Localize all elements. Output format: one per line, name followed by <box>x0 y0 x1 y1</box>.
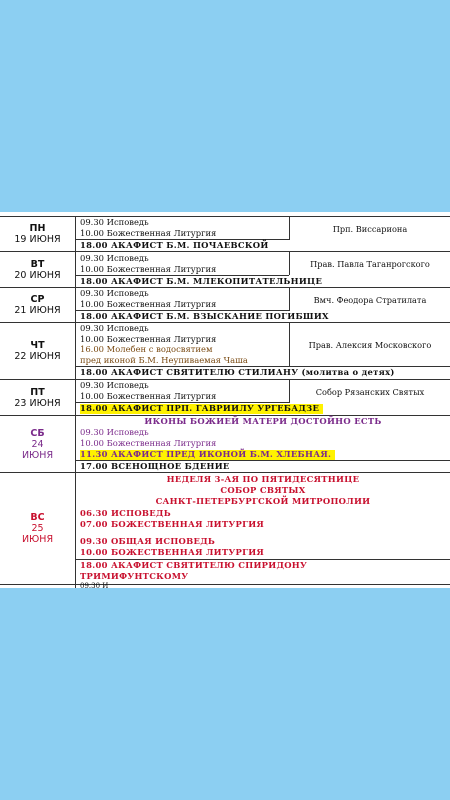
saint-of-day: Вмч. Феодора Стратилата <box>289 288 450 311</box>
day-row-sunday <box>0 472 450 584</box>
service-line: 09.30 И <box>80 582 109 588</box>
date: 20 ИЮНЯ <box>14 269 61 281</box>
service-line: 09.30 ОБЩАЯ ИСПОВЕДЬ <box>80 536 216 546</box>
feast-title-line: САНКТ-ПЕТЕРБУРГСКОЙ МИТРОПОЛИИ <box>155 496 371 506</box>
service-line: 07.00 БОЖЕСТВЕННАЯ ЛИТУРГИЯ <box>80 519 265 529</box>
day-row-monday <box>0 216 450 251</box>
service-line: 18.00 АКАФИСТ Б.М. ПОЧАЕВСКОЙ <box>80 240 269 250</box>
date: 21 ИЮНЯ <box>14 305 61 316</box>
service-line: 09.30 Исповедь <box>80 217 149 227</box>
service-line: 18.00 АКАФИСТ СВЯТИТЕЛЮ СПИРИДОНУ <box>80 560 308 570</box>
weekday: ЧТ <box>30 340 45 351</box>
service-line: 17.00 ВСЕНОЩНОЕ БДЕНИЕ <box>80 461 230 471</box>
cut-bottom-row <box>0 584 450 588</box>
weekday: ПТ <box>30 386 45 398</box>
service-line: 18.00 АКАФИСТ Б.М. ВЗЫСКАНИЕ ПОГИБШИХ <box>80 311 329 321</box>
day-row-saturday <box>0 415 450 472</box>
day-cell <box>0 585 76 588</box>
service-line: 09.30 Исповедь <box>80 427 149 437</box>
service-line-highlighted: 11.30 АКАФИСТ ПРЕД ИКОНОЙ Б.М. ХЛЕБНАЯ. <box>80 450 335 460</box>
day-cell <box>0 323 76 379</box>
service-line: 10.00 Божественная Литургия <box>80 299 217 309</box>
weekday: ПН <box>29 223 46 234</box>
service-line: 06.30 ИСПОВЕДЬ <box>80 508 171 518</box>
service-line: 10.00 БОЖЕСТВЕННАЯ ЛИТУРГИЯ <box>80 547 265 557</box>
day-row-wednesday <box>0 287 450 322</box>
day-row-friday <box>0 379 450 415</box>
feast-title: ИКОНЫ БОЖИЕЙ МАТЕРИ ДОСТОЙНО ЕСТЬ <box>144 416 382 426</box>
date: 22 ИЮНЯ <box>14 351 61 362</box>
saint-of-day: Прав. Павла Таганрогского <box>289 252 450 275</box>
day-cell <box>0 380 76 415</box>
day-cell <box>0 416 76 472</box>
service-line: 09.30 Исповедь <box>80 323 149 333</box>
day-cell <box>0 473 76 584</box>
date: 23 ИЮНЯ <box>14 397 61 409</box>
service-line: 10.00 Божественная Литургия <box>80 438 217 448</box>
schedule-sheet <box>0 212 450 588</box>
date-month: ИЮНЯ <box>21 534 54 545</box>
weekday: ВС <box>30 512 45 523</box>
day-cell <box>0 288 76 322</box>
saint-of-day: Прав. Алексия Московского <box>289 323 450 366</box>
service-line: 10.00 Божественная Литургия <box>80 264 217 274</box>
service-line: 10.00 Божественная Литургия <box>80 334 217 344</box>
service-line: 09.30 Исповедь <box>80 288 149 298</box>
service-line: ТРИМИФУНТСКОМУ <box>80 571 189 581</box>
service-line: пред иконой Б.М. Неупиваемая Чаша <box>80 355 248 365</box>
service-line: 18.00 АКАФИСТ Б.М. МЛЕКОПИТАТЕЛЬНИЦЕ <box>80 276 323 286</box>
date: 19 ИЮНЯ <box>14 234 61 245</box>
service-line: 10.00 Божественная Литургия <box>80 228 217 238</box>
weekday: ВТ <box>30 258 45 270</box>
weekday: СР <box>30 294 45 305</box>
feast-title-line: НЕДЕЛЯ 3-АЯ ПО ПЯТИДЕСЯТНИЦЕ <box>166 474 360 484</box>
day-cell <box>0 217 76 251</box>
feast-title-line: СОБОР СВЯТЫХ <box>220 485 306 495</box>
service-line: 09.30 Исповедь <box>80 253 149 263</box>
weekday: СБ <box>30 427 45 439</box>
service-line: 18.00 АКАФИСТ СВЯТИТЕЛЮ СТИЛИАНУ (молитва о детях) <box>80 367 395 377</box>
service-line-highlighted: 18.00 АКАФИСТ ПРП. ГАВРИИЛУ УРГЕБАДЗЕ <box>80 404 323 414</box>
date: 25 <box>31 523 44 534</box>
saint-of-day: Собор Рязанских Святых <box>289 380 450 403</box>
service-line: 10.00 Божественная Литургия <box>80 391 217 401</box>
day-cell <box>0 252 76 287</box>
date: 24 <box>31 438 44 450</box>
service-line: 16.00 Молебен с водосвятием <box>80 344 213 354</box>
date-month: ИЮНЯ <box>21 449 54 461</box>
saint-of-day: Прп. Виссариона <box>289 217 450 240</box>
service-line: 09.30 Исповедь <box>80 380 149 390</box>
day-row-tuesday <box>0 251 450 287</box>
day-row-thursday <box>0 322 450 379</box>
